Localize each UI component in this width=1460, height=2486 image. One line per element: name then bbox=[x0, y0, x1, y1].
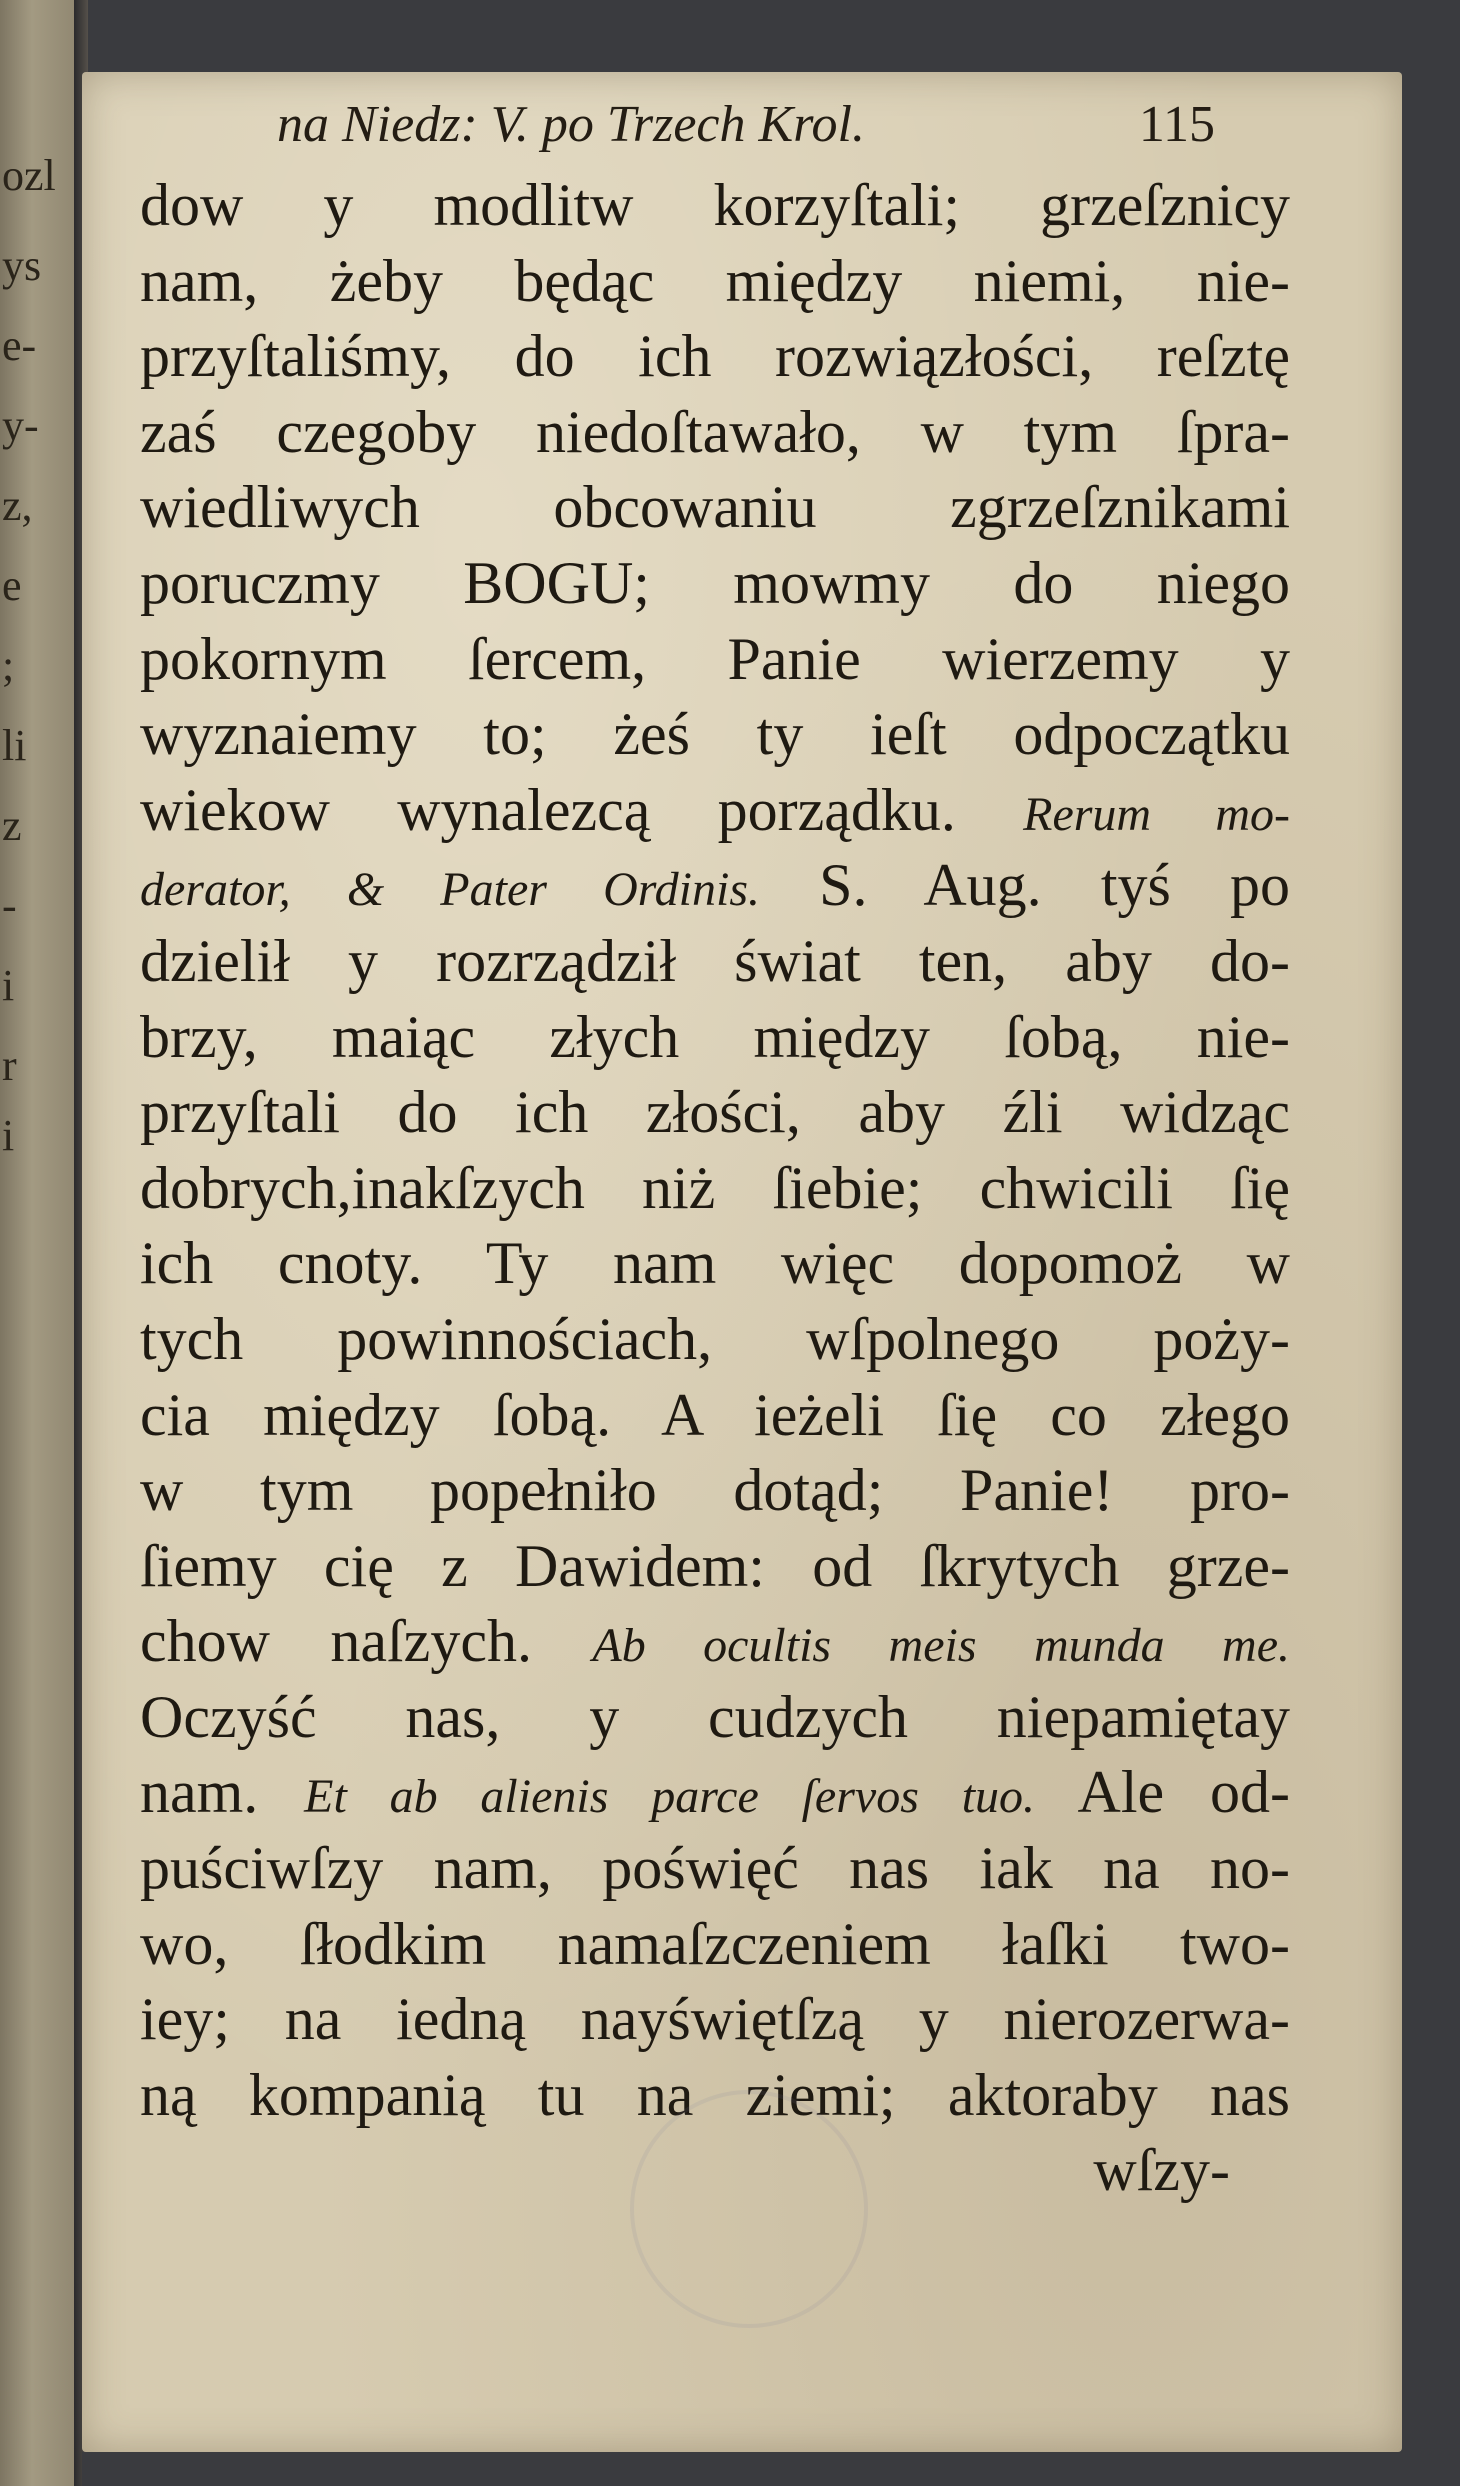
latin-quotation: derator, & Pater Ordinis. bbox=[140, 863, 760, 917]
text-line bbox=[140, 848, 1290, 924]
text-run: S. Aug. tyś po bbox=[760, 852, 1290, 919]
left-edge-text-fragment: z, bbox=[2, 481, 33, 530]
text-run: nam, żeby będąc między niemi, nie- bbox=[140, 247, 1290, 314]
text-run: wyznaiemy to; żeś ty ieſt odpoczątku bbox=[140, 701, 1290, 768]
text-line bbox=[140, 773, 1290, 849]
text-line bbox=[140, 1378, 1290, 1454]
bottom-background bbox=[82, 2452, 1402, 2486]
text-line bbox=[140, 924, 1290, 1000]
text-run: wiedliwych obcowaniu zgrzeſznikami bbox=[140, 474, 1290, 541]
text-run: dobrych,inakſzych niż ſiebie; chwicili ſię bbox=[140, 1154, 1290, 1221]
text-run: ſiemy cię z Dawidem: od ſkrytych grze- bbox=[140, 1532, 1290, 1599]
facing-page-edge bbox=[0, 0, 80, 2486]
text-line bbox=[140, 1226, 1290, 1302]
text-run: wo, ſłodkim namaſzczeniem łaſki two- bbox=[140, 1910, 1290, 1977]
text-run: Oczyść nas, y cudzych niepamiętay bbox=[140, 1683, 1290, 1750]
text-run: zaś czegoby niedoſtawało, w tym ſpra- bbox=[140, 398, 1290, 465]
text-run: tych powinnościach, wſpolnego poży- bbox=[140, 1305, 1290, 1372]
text-line bbox=[140, 622, 1290, 698]
left-edge-text-fragment: li bbox=[2, 721, 27, 770]
left-edge-text-fragment: z bbox=[2, 801, 22, 850]
text-run: przyſtali do ich złości, aby źli widząc bbox=[140, 1079, 1290, 1146]
page-header bbox=[195, 95, 1215, 175]
left-edge-text-fragment: ; bbox=[2, 641, 15, 690]
left-edge-text-fragment: i bbox=[2, 961, 15, 1010]
page-body-text bbox=[140, 168, 1290, 2209]
text-line bbox=[140, 1831, 1290, 1907]
text-run: ną kompanią tu na ziemi; aktoraby nas bbox=[140, 2061, 1290, 2128]
latin-quotation: Ab ocultis meis munda me. bbox=[592, 1619, 1290, 1673]
left-edge-text-fragment: - bbox=[2, 881, 17, 930]
latin-quotation: Et ab alienis parce ſervos tuo. bbox=[304, 1770, 1036, 1824]
text-line bbox=[140, 1680, 1290, 1756]
text-run: brzy, maiąc złych między ſobą, nie- bbox=[140, 1003, 1290, 1070]
text-line bbox=[140, 1302, 1290, 1378]
text-run: puściwſzy nam, poświęć nas iak na no- bbox=[140, 1835, 1290, 1902]
text-line bbox=[140, 697, 1290, 773]
left-edge-text-fragment: i bbox=[2, 1111, 15, 1160]
text-run: poruczmy BOGU; mowmy do niego bbox=[140, 549, 1290, 616]
text-run: w tym popełniło dotąd; Panie! pro- bbox=[140, 1457, 1290, 1524]
text-run: dow y modlitw korzyſtali; grzeſznicy bbox=[140, 172, 1290, 238]
text-run: przyſtaliśmy, do ich rozwiązłości, reſztę bbox=[140, 323, 1290, 390]
faded-library-stamp bbox=[630, 2090, 868, 2328]
text-run: Ale od- bbox=[1035, 1759, 1290, 1826]
left-edge-text-fragment: e bbox=[2, 561, 22, 610]
left-edge-text-fragment: y- bbox=[2, 401, 39, 450]
text-line bbox=[140, 1755, 1290, 1831]
running-head: na Niedz: V. po Trzech Krol. bbox=[277, 96, 865, 153]
left-edge-text-fragment: ozl bbox=[2, 151, 56, 200]
text-line bbox=[140, 1453, 1290, 1529]
text-run: pokornym ſercem, Panie wierzemy y bbox=[140, 625, 1290, 692]
text-line bbox=[140, 546, 1290, 622]
text-run: cia między ſobą. A ieżeli ſię co złego bbox=[140, 1381, 1290, 1448]
text-line bbox=[140, 1000, 1290, 1076]
text-line bbox=[140, 1604, 1290, 1680]
latin-quotation: Rerum mo- bbox=[1023, 787, 1290, 841]
left-edge-text-fragment: e- bbox=[2, 321, 37, 370]
text-run: dzielił y rozrządził świat ten, aby do- bbox=[140, 927, 1290, 994]
left-edge-text-fragment: r bbox=[2, 1041, 17, 1090]
text-run: wiekow wynalezcą porządku. bbox=[140, 776, 1024, 843]
text-run: wſzy- bbox=[1093, 2137, 1230, 2204]
text-line bbox=[140, 1982, 1290, 2058]
text-line bbox=[140, 1529, 1290, 1605]
text-line bbox=[140, 319, 1290, 395]
text-line bbox=[140, 470, 1290, 546]
text-line bbox=[140, 1907, 1290, 1983]
text-line bbox=[140, 244, 1290, 320]
text-line bbox=[140, 1151, 1290, 1227]
text-run: chow naſzych. bbox=[140, 1608, 593, 1675]
text-run: iey; na iedną nayświętſzą y nierozerwa- bbox=[140, 1986, 1290, 2053]
text-line bbox=[140, 168, 1290, 244]
left-edge-text-fragment: ys bbox=[2, 241, 42, 290]
text-run: ich cnoty. Ty nam więc dopomoż w bbox=[140, 1230, 1290, 1297]
page-number: 115 bbox=[1138, 96, 1215, 153]
text-run: nam. bbox=[140, 1759, 305, 1826]
text-line bbox=[140, 1075, 1290, 1151]
text-line bbox=[140, 395, 1290, 471]
